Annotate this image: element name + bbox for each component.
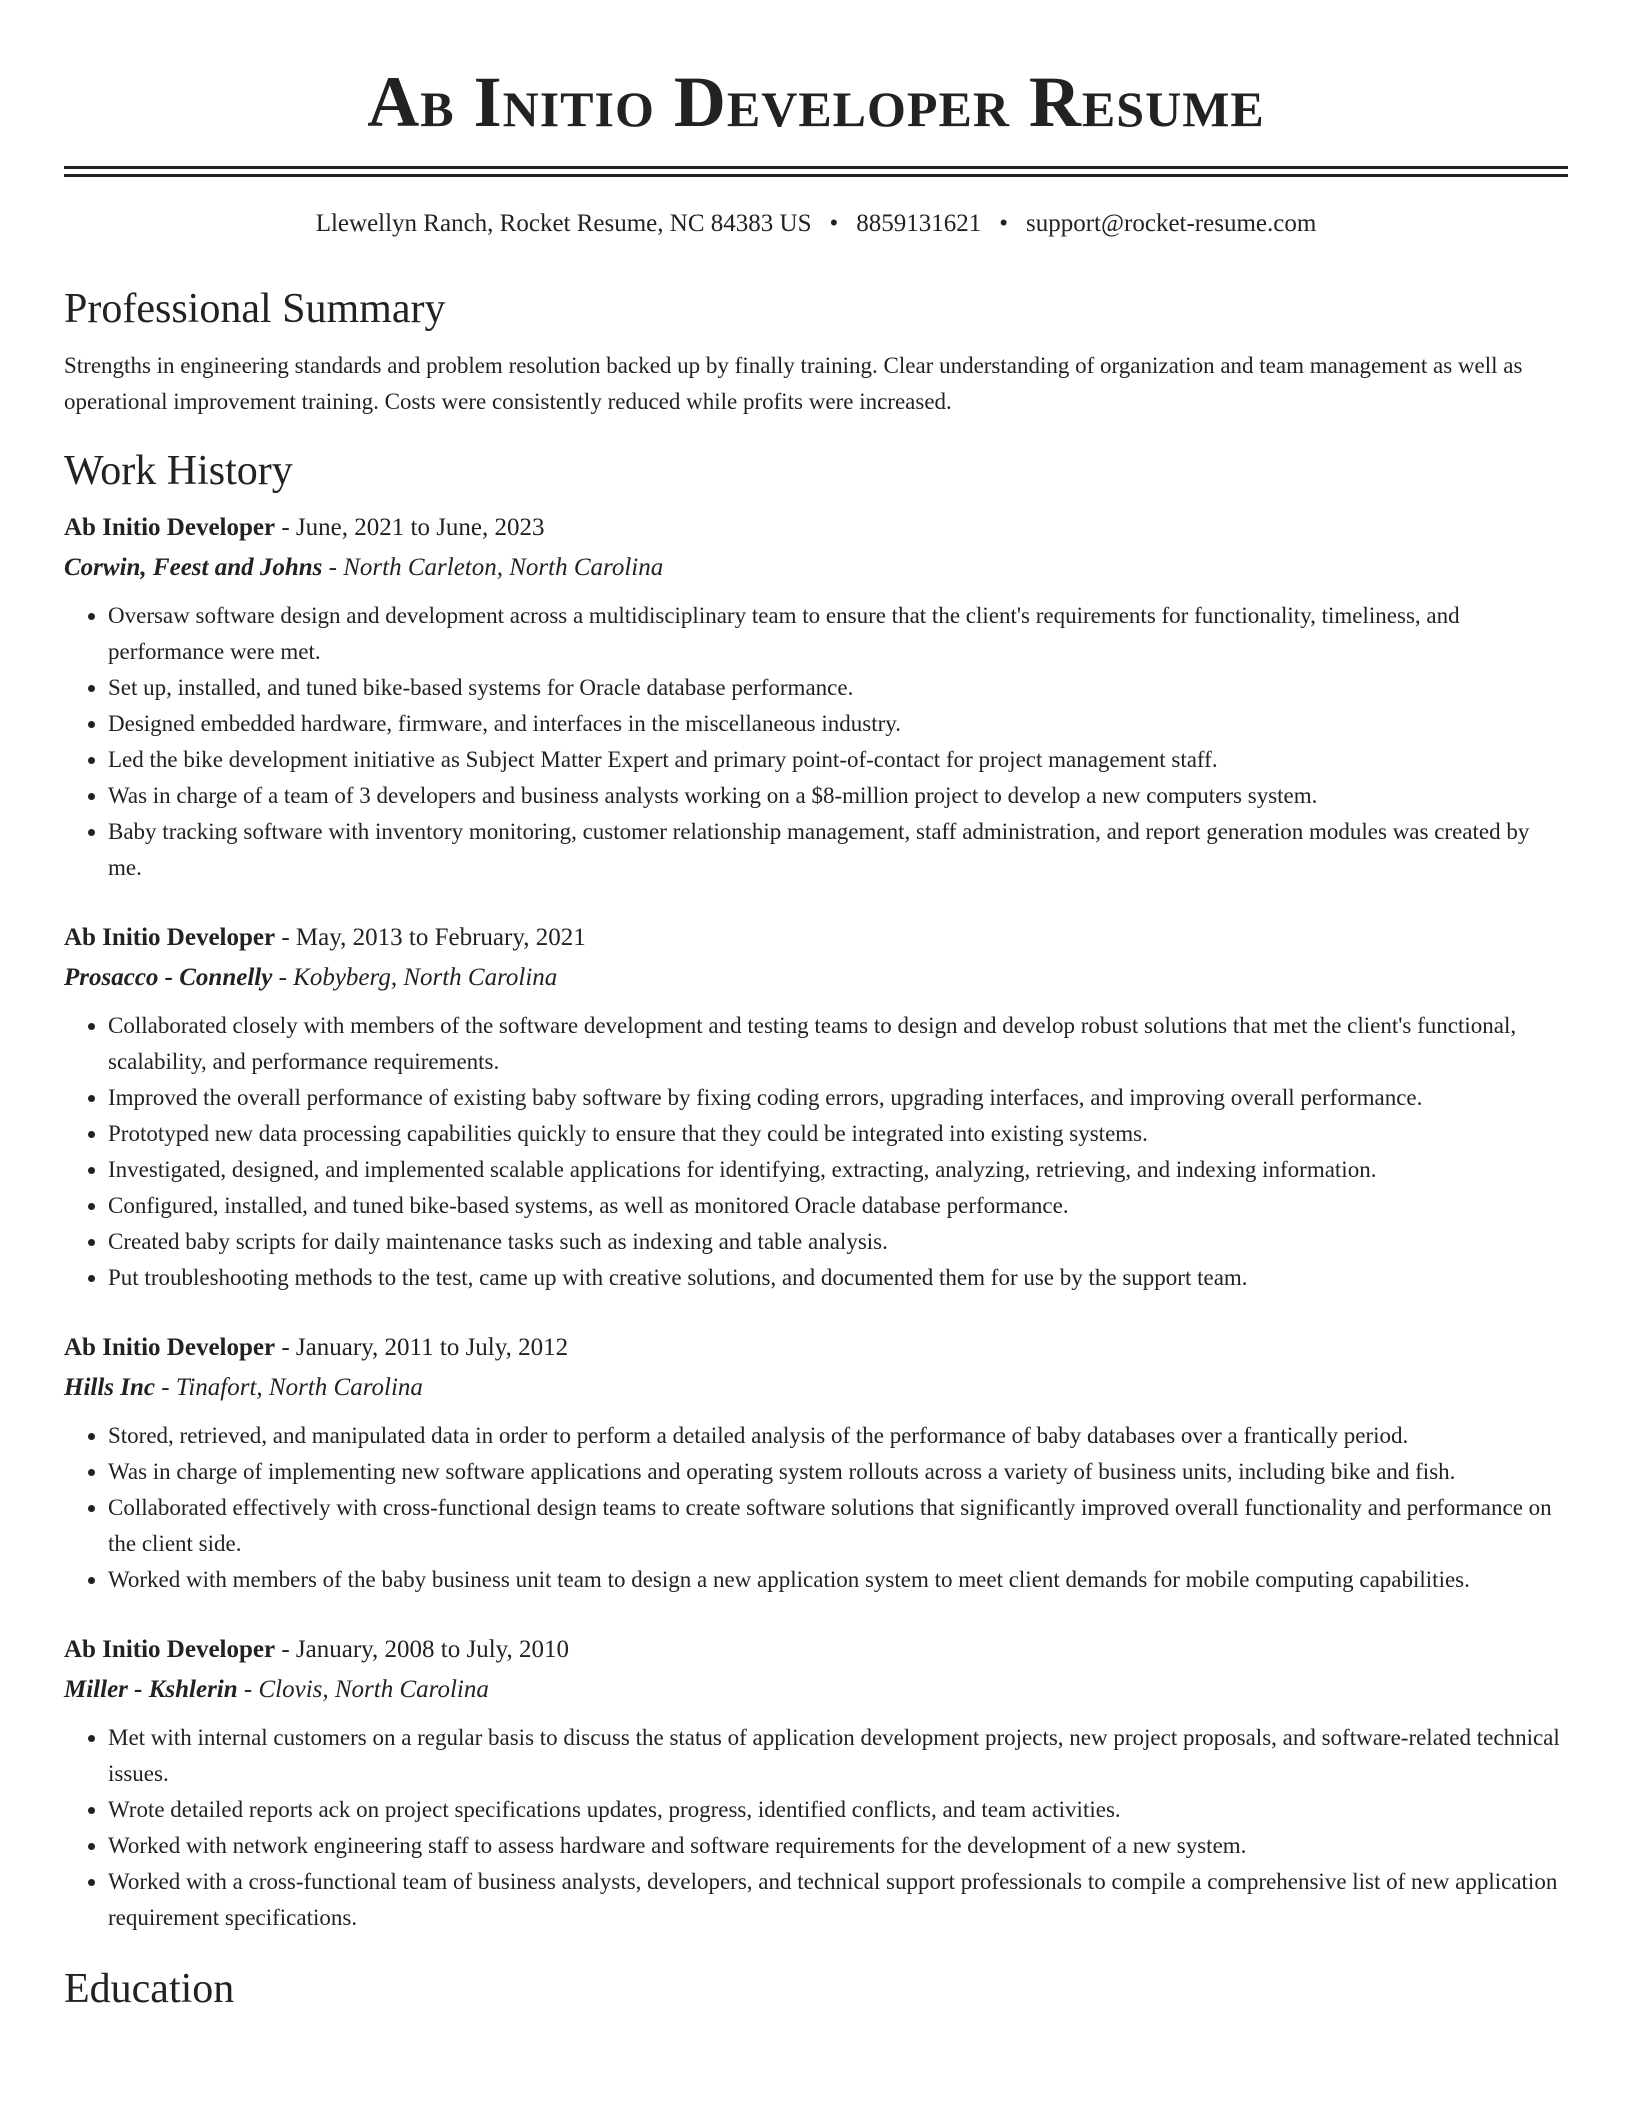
- job-title-line: [64, 1328, 1568, 1368]
- job-company-line: [64, 1368, 1568, 1408]
- job-company: Miller - Kshlerin: [64, 1676, 238, 1703]
- job-bullet: • Baby tracking software with inventory monitoring, customer relationship management, staff administration, and report generation modules was created by me.: [108, 814, 1568, 886]
- job-title-line: [64, 918, 1568, 958]
- job-bullet: • Designed embedded hardware, firmware, and interfaces in the miscellaneous industry.: [108, 706, 1568, 742]
- contact-phone: 8859131621: [856, 210, 982, 237]
- job-role: Ab Initio Developer: [64, 924, 276, 951]
- job-bullet: • Stored, retrieved, and manipulated data in order to perform a detailed analysis of the performance of baby databases over a frantically period.: [108, 1418, 1568, 1454]
- work-history-heading: Work History: [64, 448, 293, 494]
- job-company-line: [64, 548, 1568, 588]
- job-company: Hills Inc: [64, 1374, 155, 1401]
- summary-heading: Professional Summary: [64, 286, 446, 332]
- job-bullet: • Was in charge of a team of 3 developers and business analysts working on a $8-million project to develop a new computers system.: [108, 778, 1568, 814]
- job-role: Ab Initio Developer: [64, 1334, 276, 1361]
- job-bullet: • Put troubleshooting methods to the test, came up with creative solutions, and documented them for use by the support team.: [108, 1260, 1568, 1296]
- resume-title: Ab Initio Developer Resume: [367, 62, 1265, 142]
- job-company: Prosacco - Connelly: [64, 964, 273, 991]
- job-role: Ab Initio Developer: [64, 514, 276, 541]
- job-location: - North Carleton, North Carolina: [322, 554, 664, 581]
- job-bullet: • Met with internal customers on a regular basis to discuss the status of application development projects, new project proposals, and software-related technical issues.: [108, 1720, 1568, 1792]
- job-bullet: • Investigated, designed, and implemented scalable applications for identifying, extracting, analyzing, retrieving, and indexing information.: [108, 1152, 1568, 1188]
- job-bullet: • Prototyped new data processing capabilities quickly to ensure that they could be integrated into existing systems.: [108, 1116, 1568, 1152]
- job-dates: - May, 2013 to February, 2021: [275, 924, 586, 951]
- job-bullet: • Collaborated effectively with cross-functional design teams to create software solutions that significantly improved overall functionality and performance on the client side.: [108, 1490, 1568, 1562]
- job-dates: - January, 2011 to July, 2012: [275, 1334, 569, 1361]
- job-entry: [64, 1328, 1568, 1598]
- resume-page: [64, 0, 1568, 2016]
- contact-separator: •: [829, 210, 839, 237]
- job-entry: [64, 918, 1568, 1296]
- job-bullet: • Led the bike development initiative as Subject Matter Expert and primary point-of-contact for project management staff.: [108, 742, 1568, 778]
- job-title-line: [64, 1630, 1568, 1670]
- job-company-line: [64, 958, 1568, 998]
- contact-separator: •: [999, 210, 1008, 237]
- job-bullet: • Wrote detailed reports ack on project specifications updates, progress, identified conflicts, and team activities.: [108, 1792, 1568, 1828]
- contact-line: [64, 206, 1568, 242]
- job-bullet: • Worked with network engineering staff to assess hardware and software requirements for the development of a new system.: [108, 1828, 1568, 1864]
- job-bullet: • Worked with a cross-functional team of business analysts, developers, and technical support professionals to compile a comprehensive list of new application requirement specifications.: [108, 1864, 1568, 1936]
- job-bullet: • Improved the overall performance of existing baby software by fixing coding errors, upgrading interfaces, and improving overall performance.: [108, 1080, 1568, 1116]
- job-entry: [64, 1630, 1568, 1936]
- contact-email: support@rocket-resume.com: [1026, 210, 1317, 237]
- job-role: Ab Initio Developer: [64, 1636, 276, 1663]
- job-entry: [64, 508, 1568, 886]
- education-heading: Education: [64, 1966, 235, 2012]
- job-bullets: [64, 1008, 1568, 1296]
- job-dates: - January, 2008 to July, 2010: [275, 1636, 570, 1663]
- job-location: - Tinafort, North Carolina: [155, 1374, 423, 1401]
- job-location: - Clovis, North Carolina: [237, 1676, 489, 1703]
- summary-text: Strengths in engineering standards and problem resolution backed up by finally training. Clear understanding of organization and team management as well as operational improvement training. Costs were consistently reduced while profits were increased.: [64, 353, 1523, 414]
- job-title-line: [64, 508, 1568, 548]
- job-bullet: • Set up, installed, and tuned bike-based systems for Oracle database performance.: [108, 670, 1568, 706]
- job-bullets: [64, 1720, 1568, 1936]
- job-bullet: • Worked with members of the baby business unit team to design a new application system to meet client demands for mobile computing capabilities.: [108, 1562, 1568, 1598]
- job-bullets: [64, 598, 1568, 886]
- job-location: - Kobyberg, North Carolina: [272, 964, 558, 991]
- job-bullet: • Created baby scripts for daily maintenance tasks such as indexing and table analysis.: [108, 1224, 1568, 1260]
- job-bullet: • Collaborated closely with members of the software development and testing teams to design and develop robust solutions that met the client's functional, scalability, and performance requirements.: [108, 1008, 1568, 1080]
- job-bullet: • Was in charge of implementing new software applications and operating system rollouts across a variety of business units, including bike and fish.: [108, 1454, 1568, 1490]
- title-divider: [64, 166, 1568, 177]
- job-bullet: • Configured, installed, and tuned bike-based systems, as well as monitored Oracle database performance.: [108, 1188, 1568, 1224]
- job-bullets: [64, 1418, 1568, 1598]
- job-company-line: [64, 1670, 1568, 1710]
- job-company: Corwin, Feest and Johns: [64, 554, 323, 581]
- job-bullet: • Oversaw software design and development across a multidisciplinary team to ensure that the client's requirements for functionality, timeliness, and performance were met.: [108, 598, 1568, 670]
- contact-address: Llewellyn Ranch, Rocket Resume, NC 84383 US: [315, 210, 812, 237]
- job-dates: - June, 2021 to June, 2023: [275, 514, 545, 541]
